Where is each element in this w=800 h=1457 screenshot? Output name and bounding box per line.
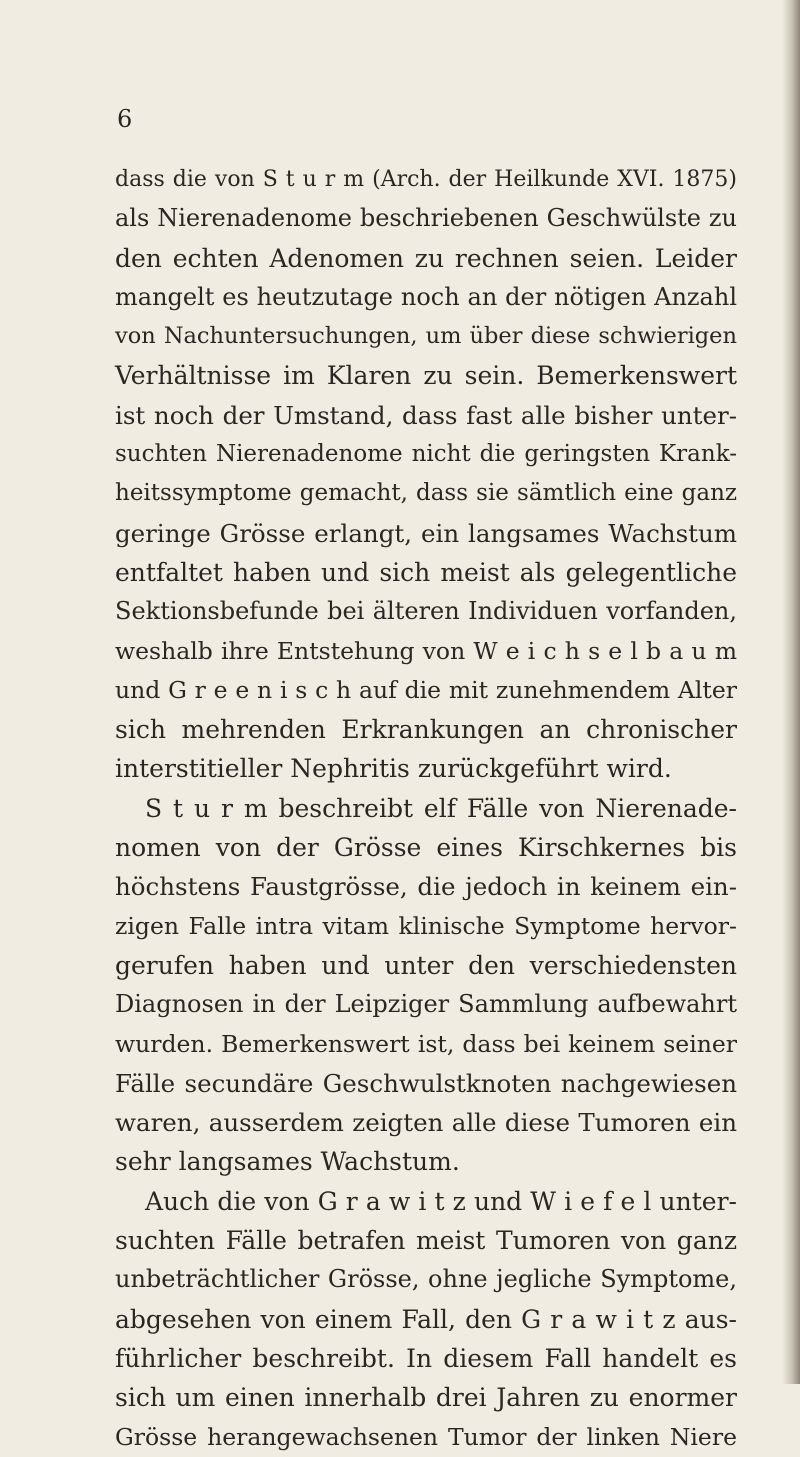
text-line: zigen Falle intra vitam klinische Symptome hervor- [115, 911, 737, 940]
text-line: interstitieller Nephritis zurückgeführt wird. [115, 754, 672, 784]
text-line: mangelt es heutzutage noch an der nötigen Anzahl [115, 282, 737, 311]
body-text [115, 160, 737, 1457]
text-line: suchten Nierenadenome nicht die geringsten Krank- [115, 441, 737, 468]
paragraph-start-line: Auch die von G r a w i t z und W i e f e l unter- [145, 1186, 737, 1216]
text-line: gerufen haben und unter den verschiedensten [115, 950, 737, 980]
page-number: 6 [117, 105, 133, 133]
text-line: sehr langsames Wachstum. [115, 1147, 460, 1177]
text-line: von Nachuntersuchungen, um über diese schwierigen [115, 323, 737, 350]
text-line: Fälle secundäre Geschwulstknoten nachgewiesen [115, 1068, 737, 1098]
text-line: führlicher beschreibt. In diesem Fall handelt es [115, 1343, 737, 1373]
text-line: weshalb ihre Entstehung von W e i c h s e l b a u m [115, 636, 737, 665]
text-line: und G r e e n i s c h auf die mit zunehmendem Alter [115, 675, 737, 704]
text-line: sich um einen innerhalb drei Jahren zu enormer [115, 1383, 737, 1413]
text-line: abgesehen von einem Fall, den G r a w i t z aus- [115, 1304, 737, 1334]
text-line: dass die von S t u r m (Arch. der Heilkunde XVI. 1875) [115, 167, 737, 192]
text-line: höchstens Faustgrösse, die jedoch in keinem ein- [115, 872, 737, 902]
text-line: Diagnosen in der Leipziger Sammlung aufbewahrt [115, 990, 737, 1019]
text-line: als Nierenadenome beschriebenen Geschwülste zu [115, 204, 737, 233]
text-line: Grösse herangewachsenen Tumor der linken Niere [115, 1422, 737, 1451]
paragraph-start-line: S t u r m beschreibt elf Fälle von Nierenade- [145, 793, 737, 823]
text-line: sich mehrenden Erkrankungen an chronischer [115, 715, 737, 745]
page-edge-shadow [782, 0, 800, 1384]
text-line: suchten Fälle betrafen meist Tumoren von ganz [115, 1226, 737, 1256]
text-line: wurden. Bemerkenswert ist, dass bei keinem seiner [115, 1029, 737, 1058]
text-line: waren, ausserdem zeigten alle diese Tumoren ein [115, 1108, 737, 1138]
text-line: heitssymptome gemacht, dass sie sämtlich eine ganz [115, 480, 737, 507]
text-line: den echten Adenomen zu rechnen seien. Leider [115, 243, 737, 273]
text-line: nomen von der Grösse eines Kirschkernes bis [115, 833, 737, 863]
text-line: entfaltet haben und sich meist als gelegentliche [115, 557, 737, 587]
text-line: unbeträchtlicher Grösse, ohne jegliche Symptome, [115, 1265, 737, 1294]
text-line: Verhältnisse im Klaren zu sein. Bemerkenswert [115, 361, 737, 391]
text-line: geringe Grösse erlangt, ein langsames Wachstum [115, 518, 737, 548]
text-line: Sektionsbefunde bei älteren Individuen vorfanden, [115, 597, 737, 626]
text-line: ist noch der Umstand, dass fast alle bisher unter- [115, 400, 737, 430]
